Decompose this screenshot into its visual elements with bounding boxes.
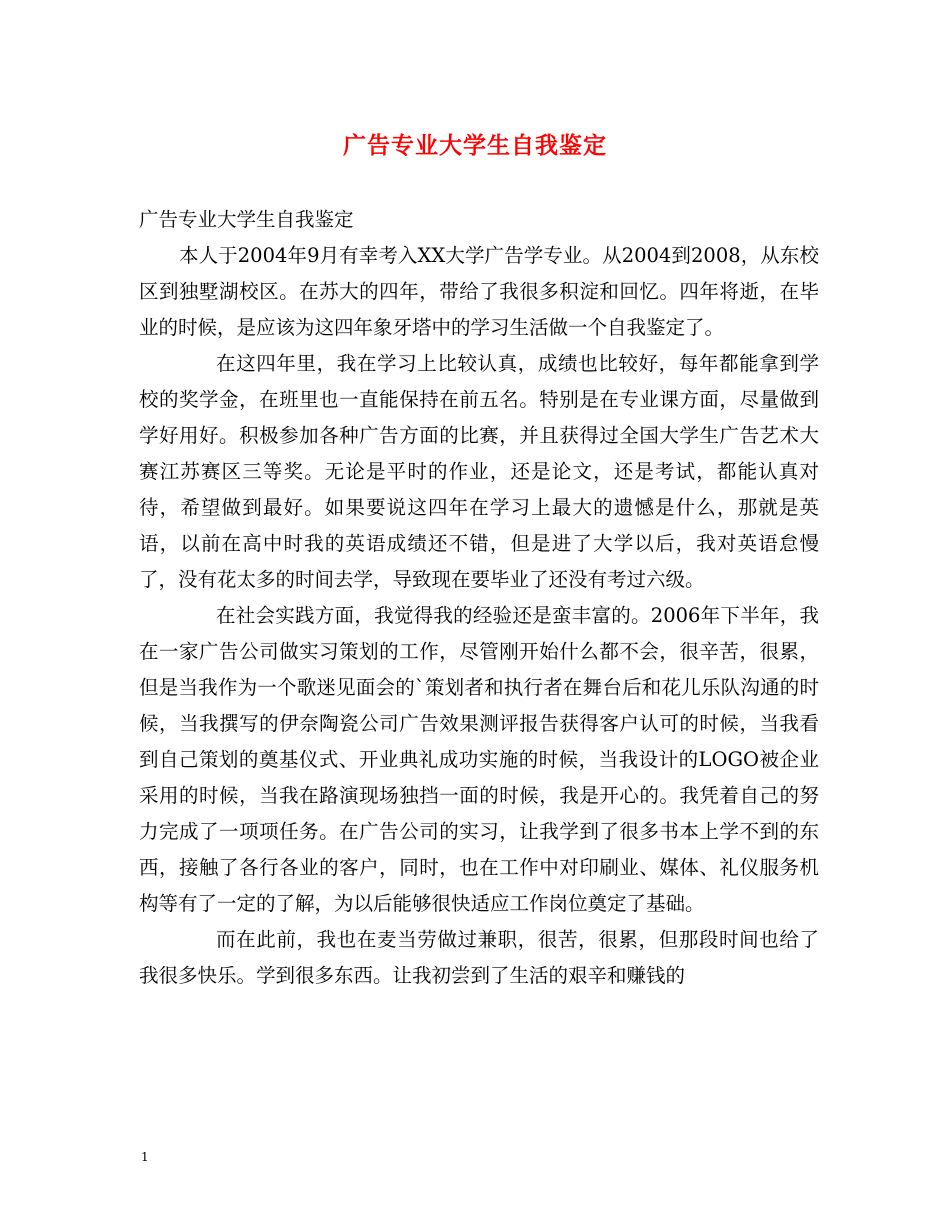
paragraph-intro: 本人于2004年9月有幸考入XX大学广告学专业。从2004到2008，从东校区到独墅湖校区。在苏大的四年，带给了我很多积淀和回忆。四年将逝，在毕业的时候，是应该为这四年象牙塔中的学习生活做一个自我鉴定了。	[139, 244, 819, 339]
paragraph-parttime: 而在此前，我也在麦当劳做过兼职，很苦，很累，但那段时间也给了我很多快乐。学到很多东西。让我初尝到了生活的艰辛和赚钱的	[139, 928, 819, 987]
document-title: 广告专业大学生自我鉴定	[343, 132, 607, 159]
paragraph-study: 在这四年里，我在学习上比较认真，成绩也比较好，每年都能拿到学校的奖学金，在班里也一直能保持在前五名。特别是在专业课方面，尽量做到学好用好。积极参加各种广告方面的比赛，并且获得过全国大学生广告艺术大赛江苏赛区三等奖。无论是平时的作业，还是论文，还是考试，都能认真对待，希望做到最好。如果要说这四年在学习上最大的遗憾是什么，那就是英语，以前在高中时我的英语成绩还不错，但是进了大学以后，我对英语怠慢了，没有花太多的时间去学，导致现在要毕业了还没有考过六级。	[139, 352, 819, 591]
document-body	[139, 202, 819, 994]
page-number: 1	[141, 1150, 149, 1164]
paragraph-practice: 在社会实践方面，我觉得我的经验还是蛮丰富的。2006年下半年，我在一家广告公司做实习策划的工作，尽管刚开始什么都不会，很辛苦，很累，但是当我作为一个歌迷见面会的`策划者和执行者在舞台后和花儿乐队沟通的时候，当我撰写的伊奈陶瓷公司广告效果测评报告获得客户认可的时候，当我看到自己策划的奠基仪式、开业典礼成功实施的时候，当我设计的LOGO被企业采用的时候，当我在路演现场独挡一面的时候，我是开心的。我凭着自己的努力完成了一项项任务。在广告公司的实习，让我学到了很多书本上学不到的东西，接触了各行各业的客户，同时，也在工作中对印刷业、媒体、礼仪服务机构等有了一定的了解，为以后能够很快适应工作岗位奠定了基础。	[139, 604, 819, 915]
document-subtitle: 广告专业大学生自我鉴定	[139, 208, 354, 231]
